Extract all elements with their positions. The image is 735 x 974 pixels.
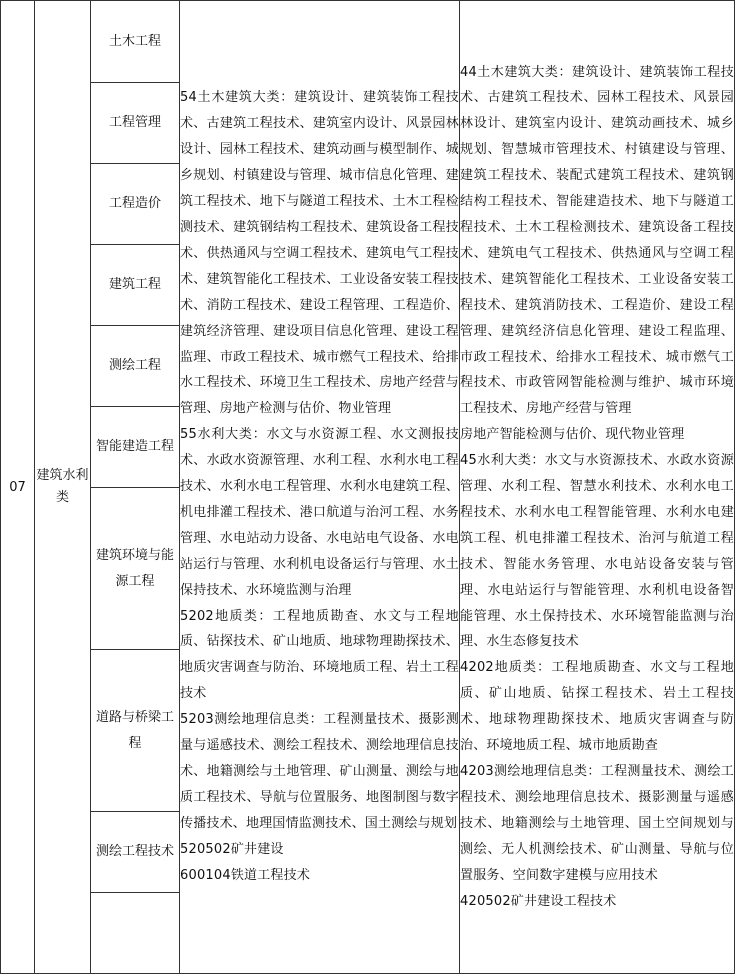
old-catalog-cell (180, 1, 460, 974)
old-civil-paragraph: 54土木建筑大类：建筑设计、建筑装饰工程技术、古建筑工程技术、建筑室内设计、风景园林设计、园林工程技术、建筑动画与模型制作、城乡规划、村镇建设与管理、城市信息化管理、建筑工程技术、地下与隧道工程技术、土木工程检测技术、建筑钢结构工程技术、建筑设备工程技术、供热通风与空调工程技术、建筑电气工程技术、建筑智能化工程技术、工业设备安装工程技术、消防工程技术、建设工程管理、工程造价、建筑经济管理、建设项目信息化管理、建设工程监理、市政工程技术、城市燃气工程技术、给排水工程技术、环境卫生工程技术、房地产经营与管理、房地产检测与估价、物业管理 (180, 90, 459, 417)
new-geology-paragraph: 4202地质类：工程地质勘查、水文与工程地质、矿山地质、钻探工程技术、岩土工程技术、地球物理勘探技术、地质灾害调查与防治、环境地质工程、城市地质勘查 (460, 660, 734, 754)
old-survey-paragraph: 5203测绘地理信息类：工程测量技术、摄影测量与遥感技术、测绘工程技术、测绘地理信息技术、地籍测绘与土地管理、矿山测量、测绘与地质工程技术、导航与位置服务、地图制图与数字传播技术、地理国情监测技术、国土测绘与规划 (180, 712, 459, 831)
new-mine-paragraph: 420502矿井建设工程技术 (460, 893, 617, 909)
new-water-paragraph: 45水利大类：水文与水资源技术、水政水资源管理、水利工程、智慧水利技术、水利水电工程技术、水利水电工程智能管理、水利水电建筑工程、机电排灌工程技术、治河与航道工程技术、智能水务管理、水电站设备安装与管理、水电站运行与智能管理、水利机电设备智能管理、水土保持技术、水环境智能监测与治理、水生态修复技术 (460, 453, 734, 650)
major-cell-civil: 土木工程 (91, 1, 180, 83)
old-water-paragraph: 55水利大类：水文与水资源工程、水文测报技术、水政水资源管理、水利工程、水利水电工程技术、水利水电工程管理、水利水电建筑工程、机电排灌工程技术、港口航道与治河工程、水务管理、水电站动力设备、水电站电气设备、水电站运行与管理、水利机电设备运行与管理、水土保持技术、水环境监测与治理 (180, 427, 459, 598)
major-cell-cost: 工程造价 (91, 164, 180, 245)
row-code-cell: 07 (1, 1, 35, 974)
category-cell: 建筑水利类 (35, 1, 91, 974)
new-survey-paragraph: 4203测绘地理信息类：工程测量技术、测绘工程技术、测绘地理信息技术、摄影测量与遥感技术、地籍测绘与土地管理、国土空间规划与测绘、无人机测绘技术、矿山测量、导航与位置服务、空间数字建模与应用技术 (460, 764, 734, 883)
major-cell-smart-construction: 智能建造工程 (91, 407, 180, 488)
major-cell-management: 工程管理 (91, 83, 180, 164)
old-mine-paragraph: 520502矿井建设 (180, 841, 284, 857)
old-railway-paragraph: 600104铁道工程技术 (180, 867, 311, 883)
major-cell-road-bridge: 道路与桥梁工程 (91, 650, 180, 812)
major-cell-blank (91, 893, 180, 974)
major-cell-building: 建筑工程 (91, 245, 180, 326)
new-catalog-cell (460, 1, 735, 974)
new-realestate-paragraph: 房地产智能检测与估价、现代物业管理 (460, 427, 685, 443)
major-cell-surveying-technology: 测绘工程技术 (91, 812, 180, 893)
old-geology-paragraph: 5202地质类：工程地质勘查、水文与工程地质、钻探技术、矿山地质、地球物理勘探技术、地质灾害调查与防治、环境地质工程、岩土工程技术 (180, 608, 459, 702)
major-cell-building-environment: 建筑环境与能源工程 (91, 488, 180, 650)
major-cell-surveying: 测绘工程 (91, 326, 180, 407)
new-civil-paragraph: 44土木建筑大类：建筑设计、建筑装饰工程技术、古建筑工程技术、园林工程技术、风景园林设计、建筑室内设计、建筑动画技术、城乡规划、智慧城市管理技术、村镇建设与管理、建筑工程技术、装配式建筑工程技术、建筑钢结构工程技术、智能建造技术、地下与隧道工程技术、土木工程检测技术、建筑设备工程技术、建筑电气工程技术、供热通风与空调工程技术、建筑智能化工程技术、工业设备安装工程技术、建筑消防技术、工程造价、建设工程管理、建筑经济信息化管理、建设工程监理、市政工程技术、给排水工程技术、城市燃气工程技术、市政管网智能检测与维护、城市环境工程技术、房地产经营与管理 (460, 64, 734, 417)
